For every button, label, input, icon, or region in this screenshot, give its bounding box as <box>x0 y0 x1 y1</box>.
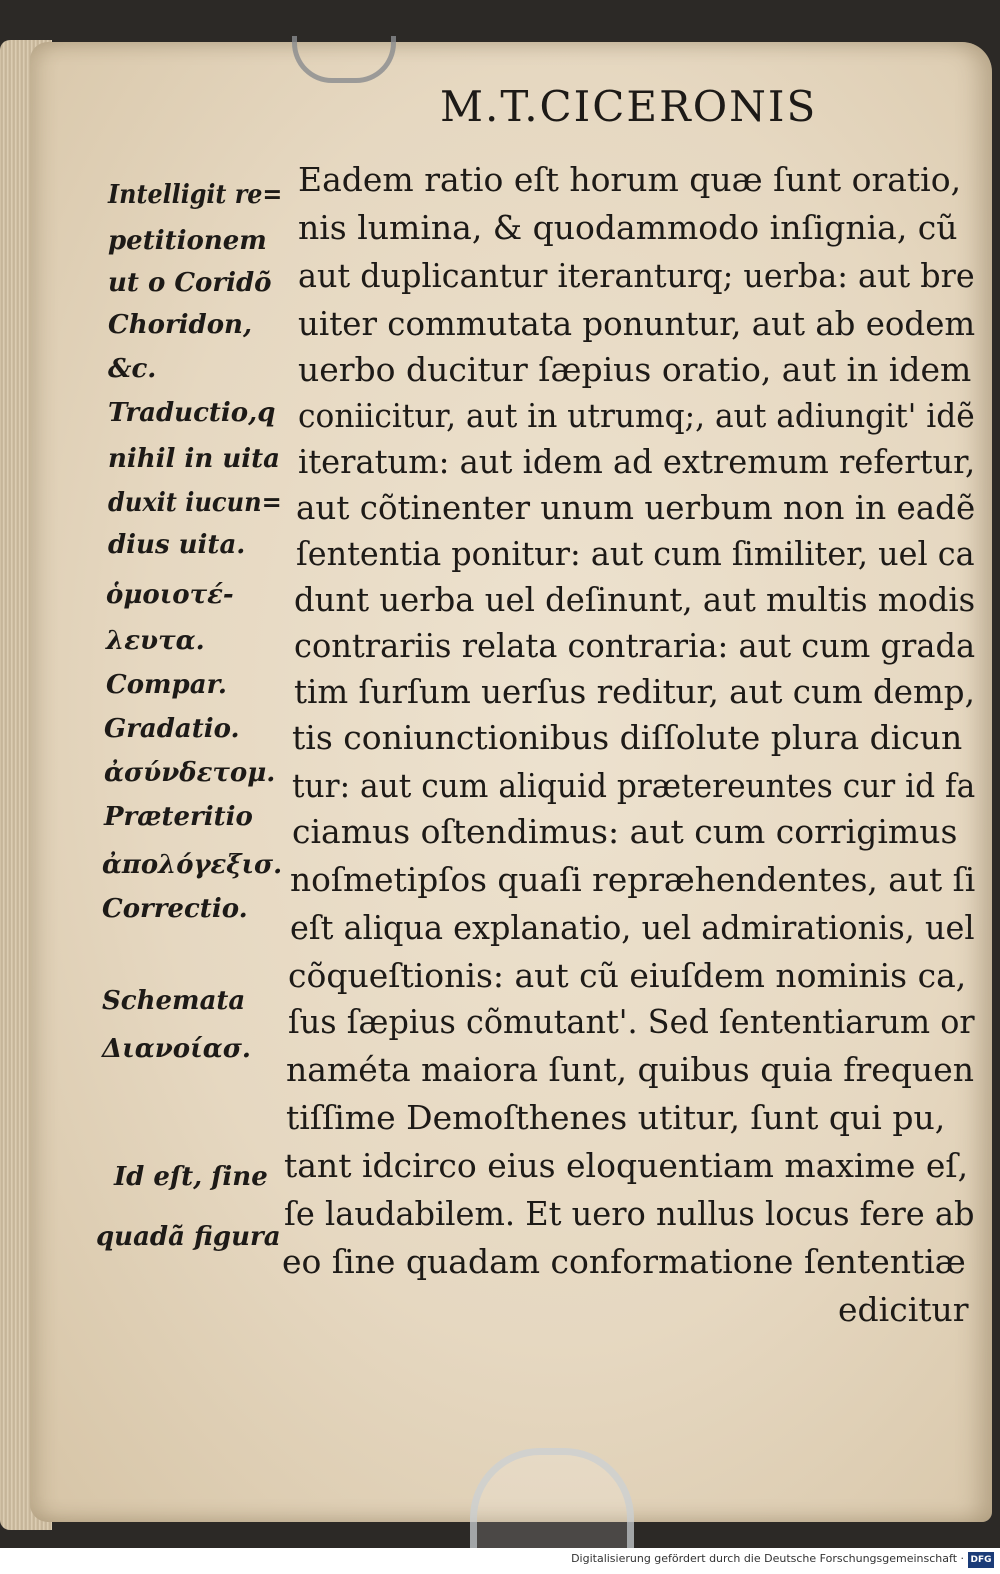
text-line: noſmetipſos quaſi repræhendentes, aut ſi <box>290 860 976 899</box>
text-line: eſt aliqua explanatio, uel admirationis, uel <box>290 908 975 947</box>
marginal-note: Id eſt, ſine <box>114 1162 268 1192</box>
marginal-note: ἀσύνδετομ. <box>104 758 276 788</box>
text-line: ciamus oſtendimus: aut cum corrigimus <box>292 812 958 851</box>
text-line: Eadem ratio eſt horum quæ ſunt oratio, <box>298 160 962 199</box>
text-line: tur: aut cum aliquid prætereuntes cur id fa <box>292 766 976 805</box>
text-line: uiter commutata ponuntur, aut ab eodem <box>298 304 976 343</box>
marginal-note: duxit iucun= <box>108 488 282 518</box>
text-line: ſus ſæpius cõmutant'. Sed ſententiarum or <box>288 1002 975 1041</box>
text-line: tim ſurſum uerſus reditur, aut cum demp, <box>294 672 975 711</box>
text-line: coniicitur, aut in utrumq;, aut adiungit' idẽ <box>298 396 975 435</box>
text-line: ſententia ponitur: aut cum ſimiliter, uel ca <box>296 534 975 573</box>
text-line: iteratum: aut idem ad extremum refertur, <box>298 442 976 481</box>
text-line: contrariis relata contraria: aut cum grada <box>294 626 976 665</box>
text-line: naméta maiora ſunt, quibus quia frequen <box>286 1050 974 1089</box>
text-line: nis lumina, & quodammodo inſignia, cũ <box>298 208 958 247</box>
marginal-note: ὁμοιοτέ- <box>106 580 234 610</box>
text-line: uerbo ducitur ſæpius oratio, aut in idem <box>298 350 972 389</box>
text-line: cõqueſtionis: aut cũ eiuſdem nominis ca, <box>288 956 967 995</box>
marginal-note: Schemata <box>102 986 246 1016</box>
text-line: aut duplicantur iteranturq; uerba: aut bre <box>298 256 975 295</box>
digitization-footer <box>0 1548 1000 1574</box>
text-line: dunt uerba uel deſinunt, aut multis modis <box>294 580 976 619</box>
marginal-note: ἀπολόγεξισ. <box>102 850 283 880</box>
marginal-note: ut o Coridõ <box>108 268 272 298</box>
marginal-note: Intelligit re= <box>108 180 283 210</box>
text-line: eo ſine quadam conformatione ſententiæ <box>282 1242 966 1281</box>
running-title: M.T.CICERONIS <box>440 82 818 131</box>
marginal-note: Gradatio. <box>104 714 240 744</box>
text-line: edicitur <box>838 1290 969 1329</box>
text-line: ſe laudabilem. Et uero nullus locus fere ab <box>284 1194 975 1233</box>
text-line: tiſſime Demoſthenes utitur, ſunt qui pu, <box>286 1098 946 1137</box>
marginal-note: λευτα. <box>106 626 205 656</box>
marginal-note: Traductio,q <box>108 398 276 428</box>
funding-credit: Digitalisierung gefördert durch die Deutsche Forschungsgemeinschaft · <box>571 1552 964 1565</box>
text-line: tant idcirco eius eloquentiam maxime eſ, <box>284 1146 969 1185</box>
marginal-note: Præteritio <box>104 802 253 832</box>
marginal-note: Compar. <box>106 670 227 700</box>
marginal-note: &c. <box>108 354 157 384</box>
marginal-note: nihil in uita <box>108 444 280 474</box>
marginal-note: quadã figura <box>96 1222 281 1252</box>
marginal-note: Διανοίασ. <box>102 1034 251 1064</box>
text-line: tis coniunctionibus diſſolute plura dicun <box>292 718 963 757</box>
marginal-note: dius uita. <box>108 530 246 560</box>
text-line: aut cõtinenter unum uerbum non in eadẽ <box>296 488 976 527</box>
marginal-note: Choridon, <box>108 310 252 340</box>
marginal-note: petitionem <box>108 226 267 256</box>
dfg-logo: DFG <box>968 1552 994 1568</box>
marginal-note: Correctio. <box>102 894 248 924</box>
